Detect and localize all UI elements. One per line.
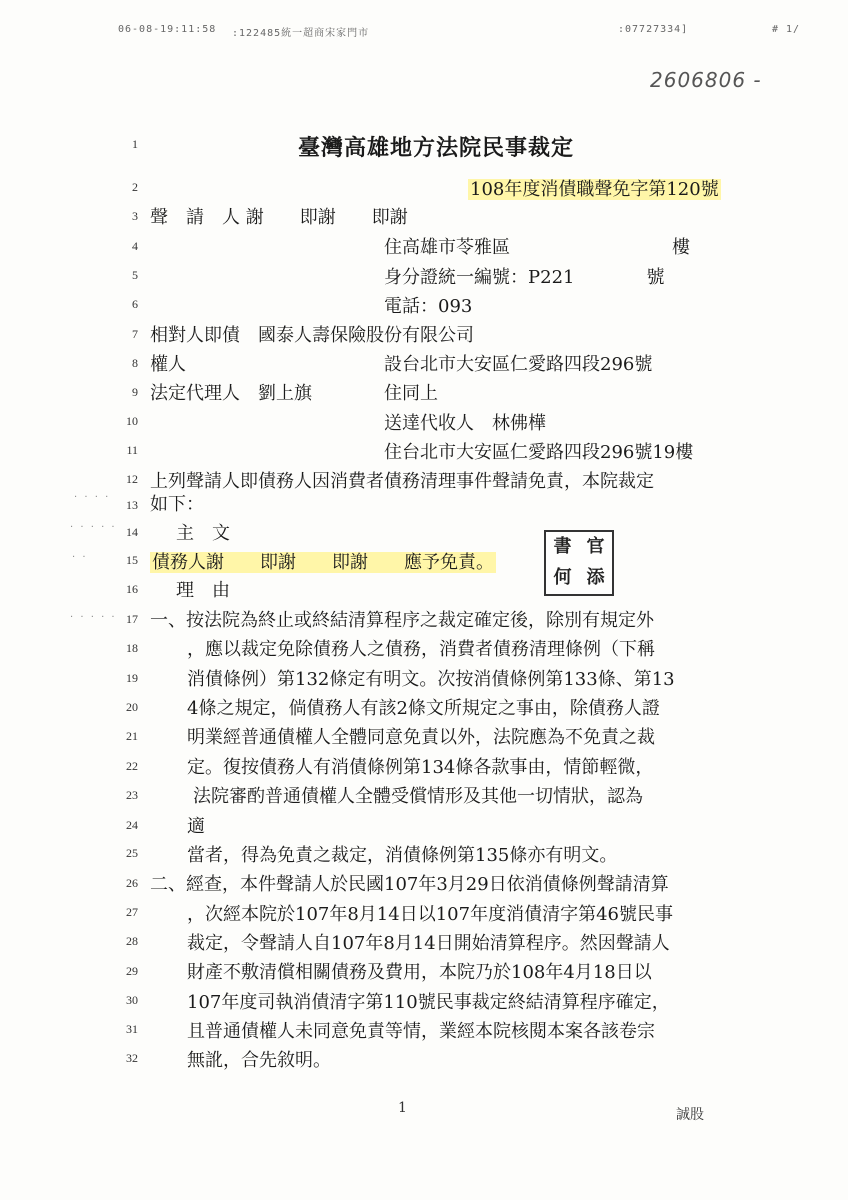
division-mark: 誠股 [676,1107,704,1123]
stamp-char: 何 [553,567,572,588]
body-line-23: 法院審酌普通債權人全體受償情形及其他一切情狀，認為 [193,786,643,807]
line-number: 1 [132,137,138,151]
binding-dots: · · · · · [70,612,117,623]
respondent-address: 設台北市大安區仁愛路四段296號 [384,354,653,375]
body-line-17: 一、按法院為終止或終結清算程序之裁定確定後，除別有規定外 [150,610,654,631]
handwritten-note: 2606806 - [650,68,762,92]
body-line-18: ，應以裁定免除債務人之債務，消費者債務清理條例（下稱 [187,639,655,660]
line-number: 22 [126,759,138,773]
case-number: 108年度消債職聲免字第120號 [470,179,719,200]
ruling-text: 債務人謝 即謝 即謝 應予免責。 [152,552,494,573]
section-heading-main: 主 文 [176,523,230,544]
fax-sender: :122485統一超商宋家門市 [232,28,370,39]
line-number: 18 [126,641,138,655]
line-number: 9 [132,385,138,399]
body-line-31: 且普通債權人未同意免責等情，業經本院核閱本案各該卷宗 [187,1021,655,1042]
line-number: 27 [126,905,138,919]
line-number: 16 [126,582,138,596]
line-number: 12 [126,472,138,486]
line-number: 15 [126,553,138,567]
stamp-char: 書 [553,536,572,557]
fax-timestamp: 06-08-19:11:58 [118,24,217,35]
respondent-line-cont: 權人 [150,354,186,375]
body-line-26: 二、經查，本件聲請人於民國107年3月29日依消債條例聲請清算 [150,874,669,895]
body-line-27: ，次經本院於107年8月14日以107年度消債清字第46號民事 [187,904,673,925]
line-number: 29 [126,964,138,978]
line-number: 23 [126,788,138,802]
section-heading-reasons: 理 由 [176,580,230,601]
body-line-21: 明業經普通債權人全體同意免責以外，法院應為不免責之裁 [187,727,655,748]
line-number: 5 [132,268,138,282]
fax-page: # 1/ [772,24,801,35]
line-number: 25 [126,846,138,860]
line-number: 28 [126,934,138,948]
representative-address: 住同上 [384,383,438,404]
body-line-24: 適 [187,816,205,837]
body-line-29: 財產不敷清償相關債務及費用，本院乃於108年4月18日以 [187,962,652,983]
fax-number: :07727334] [618,24,689,35]
line-number: 21 [126,729,138,743]
body-line-32: 無訛，合先敘明。 [187,1050,331,1071]
service-agent: 送達代收人 林佛樺 [384,413,546,434]
stamp-char: 官 [586,536,605,557]
body-line-12: 上列聲請人即債務人因消費者債務清理事件聲請免責，本院裁定 [150,471,654,492]
applicant-id: 身分證統一編號：P221 號 [384,267,665,288]
body-line-28: 裁定，令聲請人自107年8月14日開始清算程序。然因聲請人 [187,933,670,954]
legal-representative: 法定代理人 劉上旗 [150,383,312,404]
line-number: 2 [132,180,138,194]
line-number: 6 [132,297,138,311]
line-number: 8 [132,356,138,370]
body-line-13: 如下： [150,494,204,515]
document-title: 臺灣高雄地方法院民事裁定 [298,135,575,161]
binding-dots: · · [72,552,88,563]
respondent-line: 相對人即債 國泰人壽保險股份有限公司 [150,325,474,346]
line-number: 4 [132,239,138,253]
service-agent-address: 住台北市大安區仁愛路四段296號19樓 [384,442,694,463]
body-line-20: 4條之規定，倘債務人有該2條文所規定之事由，除債務人證 [187,698,660,719]
binding-dots: · · · · [74,492,111,503]
line-number: 19 [126,671,138,685]
line-number: 3 [132,209,138,223]
applicant-phone: 電話：093 [384,296,473,317]
body-line-19: 消債條例）第132條定有明文。次按消債條例第133條、第13 [187,669,675,690]
line-number: 20 [126,700,138,714]
binding-dots: · · · · · [70,522,117,533]
body-line-30: 107年度司執消債清字第110號民事裁定終結清算程序確定， [187,992,670,1013]
line-number: 32 [126,1051,138,1065]
line-number: 31 [126,1022,138,1036]
line-number: 11 [126,443,138,457]
body-line-25: 當者，得為免責之裁定，消債條例第135條亦有明文。 [187,845,618,866]
line-number: 26 [126,876,138,890]
page-number: 1 [398,1100,407,1116]
line-number: 24 [126,818,138,832]
line-number: 13 [126,498,138,512]
line-number: 14 [126,525,138,539]
line-number: 17 [126,612,138,626]
stamp-char: 添 [586,567,605,588]
applicant-line: 聲 請 人 謝 即謝 即謝 [150,207,408,228]
line-number: 7 [132,327,138,341]
body-line-22: 定。復按債務人有消債條例第134條各款事由，情節輕微， [187,757,654,778]
line-number: 30 [126,993,138,1007]
line-number: 10 [126,414,138,428]
applicant-address: 住高雄市苓雅區 樓 [384,237,690,258]
